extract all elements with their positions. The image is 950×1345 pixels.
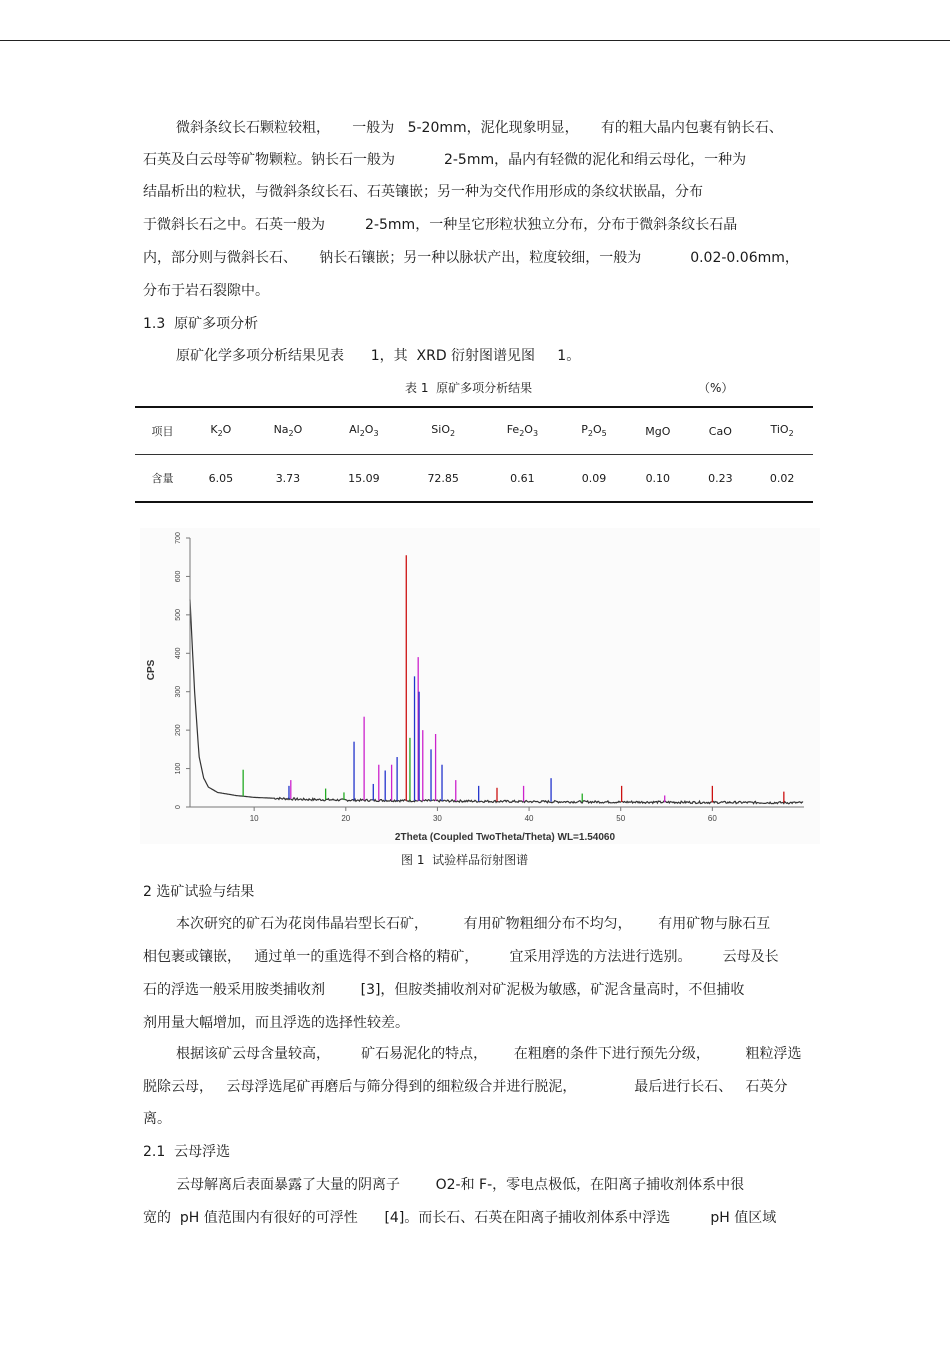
table-cell: 0.10 (626, 455, 689, 503)
table-col-tio2: TiO$_2$ (751, 407, 813, 455)
table-cell: 0.09 (562, 455, 626, 503)
table-col-cao: CaO (689, 407, 751, 455)
header-rule (0, 40, 950, 41)
table-header-label: 项目 (135, 407, 190, 455)
para2-line-3: 石的浮选一般采用胺类捕收剂 [3]，但胺类捕收剂对矿泥极为敏感，矿泥含量高时，不但捕收 (143, 982, 745, 998)
para4-line-1: 云母解离后表面暴露了大量的阴离子 O2-和 F-，零电点极低，在阳离子捕收剂体系中很 (176, 1177, 745, 1193)
table-col-na2o: $Na_2O$ (252, 407, 324, 455)
table-col-fe2o3: $Fe_2O_3$ (483, 407, 562, 455)
y-tick-label: 600 (175, 570, 182, 583)
table-cell: 3.73 (252, 455, 324, 503)
section-heading-1-3: 1.3 原矿多项分析 (143, 316, 259, 332)
para1-line-1: 微斜条纹长石颗粒较粗， 一般为 5-20mm，泥化现象明显， 有的粗大晶内包裹有钠长石、 (176, 120, 783, 136)
table-cell: 0.02 (751, 455, 813, 503)
section-heading-2-1: 2.1 云母浮选 (143, 1144, 231, 1160)
table-caption: 表 1 原矿多项分析结果 (405, 381, 533, 395)
y-tick-label: 0 (175, 805, 182, 809)
analysis-table (135, 406, 813, 503)
table-cell: 15.09 (324, 455, 403, 503)
para3-line-2: 脱除云母， 云母浮选尾矿再磨后与筛分得到的细粒级合并进行脱泥， 最后进行长石、 石英分 (143, 1079, 788, 1095)
para2-line-1: 本次研究的矿石为花岗伟晶岩型长石矿， 有用矿物粗细分布不均匀， 有用矿物与脉石互 (176, 916, 771, 932)
table-header-row (135, 407, 813, 455)
para1-line-5: 内，部分则与微斜长石、 钠长石镶嵌；另一种以脉状产出，粒度较细，一般为 0.02-0.06mm， (143, 250, 799, 266)
para1-line-3: 结晶析出的粒状，与微斜条纹长石、石英镶嵌；另一种为交代作用形成的条纹状嵌晶，分布 (143, 184, 703, 200)
para1-line-6: 分布于岩石裂隙中。 (143, 283, 269, 299)
table-cell: 0.23 (689, 455, 751, 503)
y-tick-label: 200 (175, 724, 182, 736)
x-axis-label: 2Theta (Coupled TwoTheta/Theta) WL=1.54060 (394, 832, 616, 843)
table-value-label: 含量 (135, 455, 190, 503)
table-unit: （%） (698, 381, 734, 395)
table-value-row (135, 455, 813, 503)
section-heading-2: 2 选矿试验与结果 (143, 884, 255, 900)
para4-line-2: 宽的 pH 值范围内有很好的可浮性 [4]。而长石、石英在阳离子捕收剂体系中浮选 pH 值区域 (143, 1210, 777, 1226)
para-1-3: 原矿化学多项分析结果见表 1，其 XRD 衍射图谱见图 1。 (176, 348, 581, 364)
table-col-al2o3: $Al_2O_3$ (324, 407, 403, 455)
table-cell: 6.05 (190, 455, 252, 503)
y-tick-label: 300 (175, 685, 182, 698)
x-tick-label: 20 (341, 814, 351, 823)
y-axis-label: CPS (146, 659, 157, 681)
para2-line-2: 相包裹或镶嵌， 通过单一的重选得不到合格的精矿， 宜采用浮选的方法进行选别。 云母及长 (143, 949, 779, 965)
x-tick-label: 30 (432, 814, 442, 823)
x-tick-label: 50 (616, 814, 626, 823)
y-tick-label: 700 (175, 532, 182, 544)
figure-caption: 图 1 试验样品衍射图谱 (401, 853, 529, 867)
x-tick-label: 10 (249, 814, 259, 823)
para1-line-2: 石英及白云母等矿物颗粒。钠长石一般为 2-5mm，晶内有轻微的泥化和绢云母化，一种为 (143, 152, 747, 168)
table-col-k2o: $K_2O$ (190, 407, 252, 455)
table-col-p2o5: $P_2O_5$ (562, 407, 626, 455)
table-col-mgo: MgO (626, 407, 689, 455)
table-cell: 0.61 (483, 455, 562, 503)
table-cell: 72.85 (404, 455, 483, 503)
y-tick-label: 500 (175, 609, 182, 621)
x-tick-label: 40 (524, 814, 534, 823)
xrd-chart (140, 528, 820, 844)
y-tick-label: 400 (175, 647, 182, 660)
para3-line-3: 离。 (143, 1111, 171, 1127)
y-tick-label: 100 (175, 762, 182, 775)
para2-line-4: 剂用量大幅增加，而且浮选的选择性较差。 (143, 1015, 409, 1031)
para3-line-1: 根据该矿云母含量较高， 矿石易泥化的特点， 在粗磨的条件下进行预先分级， 粗粒浮选 (176, 1046, 802, 1062)
para1-line-4: 于微斜长石之中。石英一般为 2-5mm，一种呈它形粒状独立分布，分布于微斜条纹长石晶 (143, 217, 738, 233)
table-col-sio2: SiO$_2$ (404, 407, 483, 455)
x-tick-label: 60 (707, 814, 717, 823)
